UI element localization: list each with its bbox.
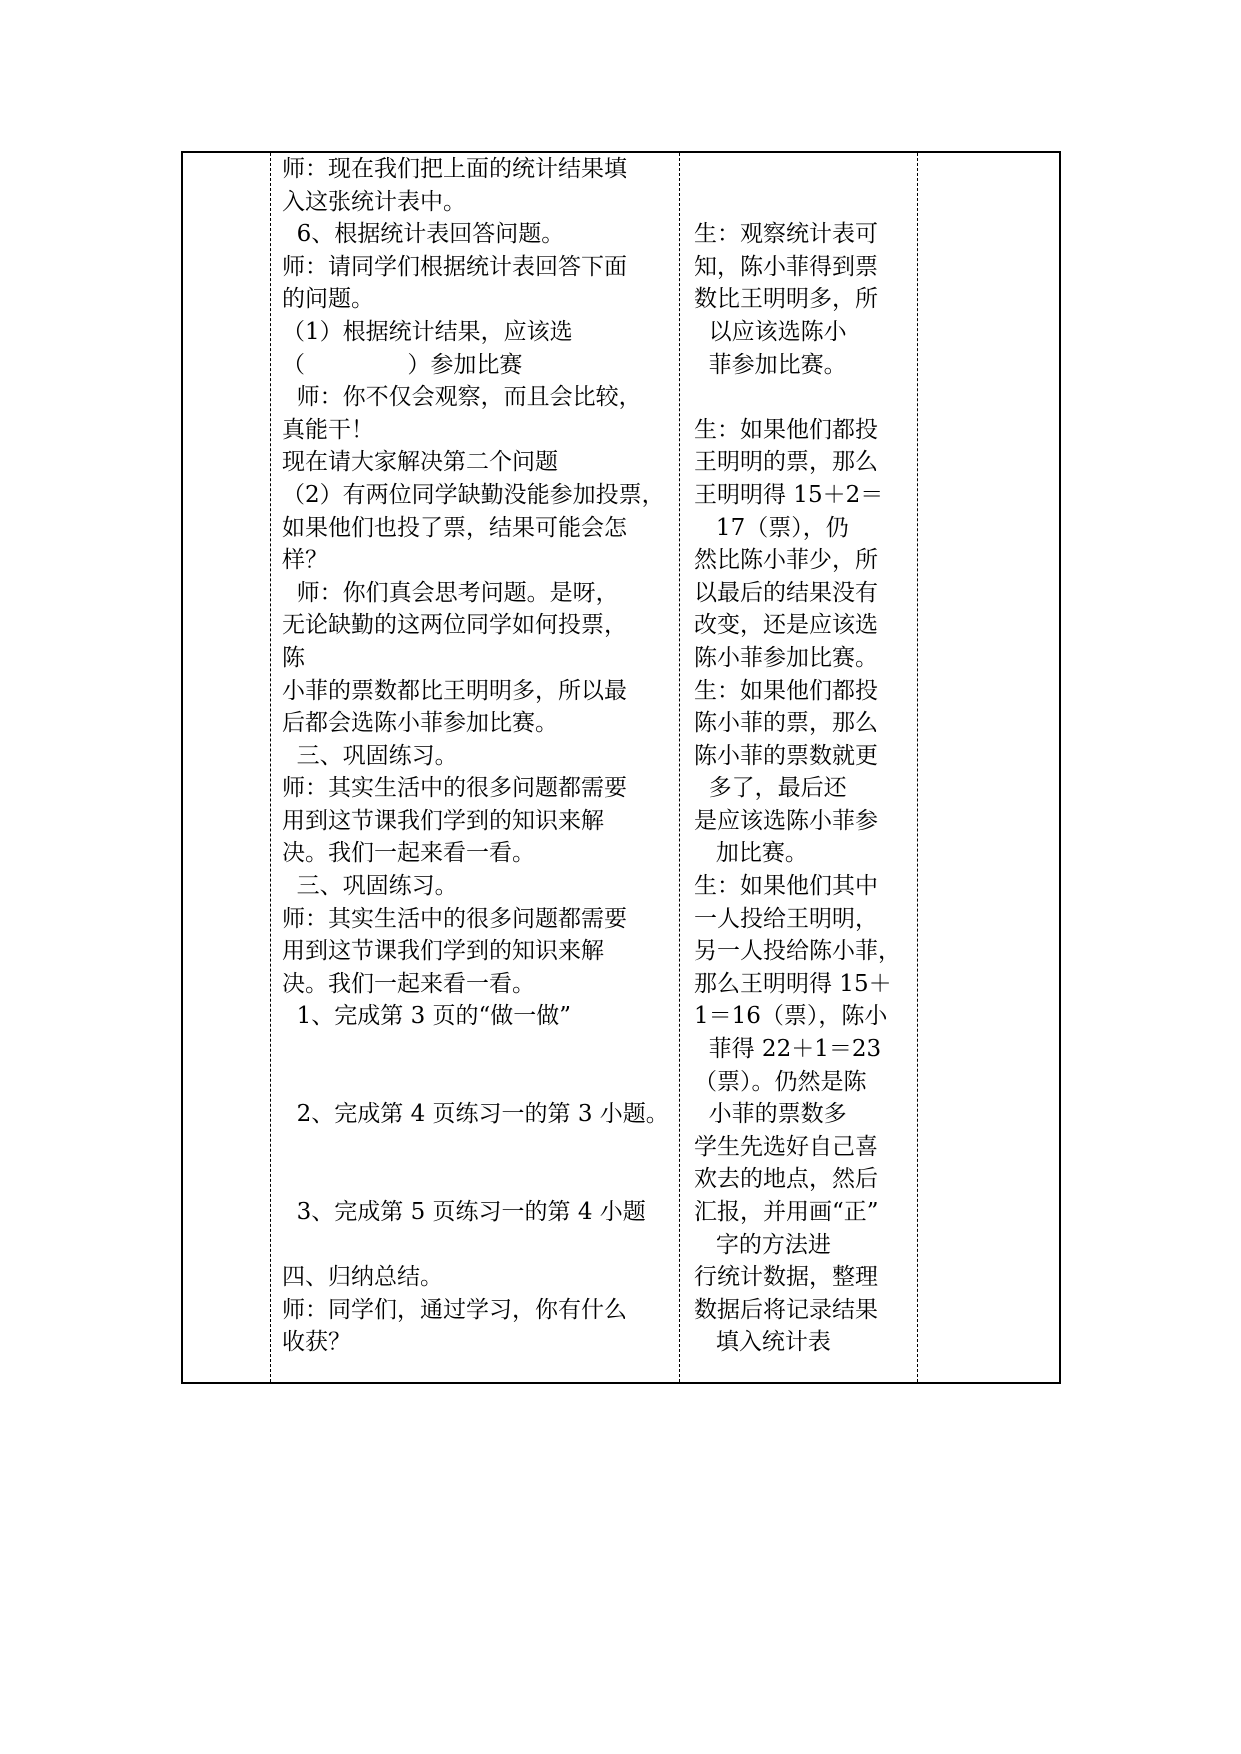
teacher-text-line: 如果他们也投了票，结果可能会怎 xyxy=(282,514,627,541)
teacher-text-line: 无论缺勤的这两位同学如何投票， xyxy=(282,612,627,639)
teacher-text-line: 真能干！ xyxy=(282,416,374,443)
student-text-line: 王明明得 15＋2＝ xyxy=(694,481,884,508)
student-text-line xyxy=(694,186,922,219)
student-text-line: 加比赛。 xyxy=(694,840,808,867)
lesson-plan-table xyxy=(181,151,1061,1384)
teacher-text-line xyxy=(282,1066,682,1099)
student-text-line: 生：观察统计表可 xyxy=(694,221,878,248)
student-text-line: 陈小菲的票，那么 xyxy=(694,710,878,737)
student-text-line: 另一人投给陈小菲， xyxy=(694,938,901,965)
student-text-line: 生：如果他们都投 xyxy=(694,416,878,443)
teacher-text-line: 小菲的票数都比王明明多，所以最 xyxy=(282,677,627,704)
student-text-line: 行统计数据，整理 xyxy=(694,1264,878,1291)
student-text-line: 17（票），仍 xyxy=(694,514,849,541)
student-text-line: 以最后的结果没有 xyxy=(694,579,878,606)
student-text-line: 陈小菲参加比赛。 xyxy=(694,644,878,671)
teacher-text-line xyxy=(282,1229,682,1262)
teacher-text-line: 的问题。 xyxy=(282,286,374,313)
student-text-line: 汇报，并用画“正” xyxy=(694,1199,879,1225)
teacher-text-line: 师：其实生活中的很多问题都需要 xyxy=(282,775,627,802)
teacher-text-line: 师：请同学们根据统计表回答下面 xyxy=(282,253,627,280)
teacher-text-line: 师：你们真会思考问题。是呀， xyxy=(282,579,619,606)
student-text-line: 那么王明明得 15＋ xyxy=(694,970,892,997)
teacher-text-line: 用到这节课我们学到的知识来解 xyxy=(282,807,604,834)
student-text-line: 生：如果他们都投 xyxy=(694,677,878,704)
teacher-text-line: 1、完成第 3 页的“做一做” xyxy=(282,1003,572,1030)
teacher-text-line: 3、完成第 5 页练习一的第 4 小题 xyxy=(282,1199,646,1225)
student-text-line: 知，陈小菲得到票 xyxy=(694,253,878,280)
student-text-line: 1＝16（票），陈小 xyxy=(694,1003,888,1030)
student-text-line: 字的方法进 xyxy=(694,1231,831,1258)
teacher-text-line xyxy=(282,1033,682,1066)
column-divider-1 xyxy=(270,153,271,1382)
teacher-text-line: 现在请大家解决第二个问题 xyxy=(282,449,558,476)
teacher-text-line: 决。我们一起来看一看。 xyxy=(282,840,535,867)
teacher-text-line: 样？ xyxy=(282,547,328,574)
teacher-text-line: 用到这节课我们学到的知识来解 xyxy=(282,938,604,965)
teacher-text-line: 师：现在我们把上面的统计结果填 xyxy=(282,156,627,182)
teacher-text-line: （2）有两位同学缺勤没能参加投票， xyxy=(282,481,665,508)
teacher-text-line: 陈 xyxy=(282,644,305,671)
student-text-line: 菲得 22＋1＝23 xyxy=(694,1036,882,1063)
student-text-line xyxy=(694,153,922,186)
teacher-text-line xyxy=(282,1163,682,1196)
teacher-text-line: 三、巩固练习。 xyxy=(282,742,458,769)
student-text-line: 陈小菲的票数就更 xyxy=(694,742,878,769)
teacher-text-line: 收获？ xyxy=(282,1329,351,1356)
student-text-line: 学生先选好自己喜 xyxy=(694,1133,878,1160)
student-text-line: 菲参加比赛。 xyxy=(694,351,847,378)
teacher-text-line: 6、根据统计表回答问题。 xyxy=(282,221,565,248)
student-text-line: 多了，最后还 xyxy=(694,775,847,802)
student-text-line: 然比陈小菲少，所 xyxy=(694,547,878,574)
teacher-text-line: （ ）参加比赛 xyxy=(282,351,523,378)
student-text-line: 欢去的地点，然后 xyxy=(694,1166,878,1193)
student-text-line: 以应该选陈小 xyxy=(694,318,847,345)
teacher-text-line xyxy=(282,1131,682,1164)
teacher-text-line: 入这张统计表中。 xyxy=(282,188,466,215)
teacher-text-line: 决。我们一起来看一看。 xyxy=(282,970,535,997)
student-text-line: 生：如果他们其中 xyxy=(694,873,878,900)
student-text-line: 填入统计表 xyxy=(694,1329,831,1356)
teacher-text-line: 师：其实生活中的很多问题都需要 xyxy=(282,905,627,932)
teacher-activity-column xyxy=(282,153,682,1359)
teacher-text-line: 师：你不仅会观察，而且会比较， xyxy=(282,384,642,411)
student-text-line: 王明明的票，那么 xyxy=(694,449,878,476)
student-text-line: 一人投给王明明， xyxy=(694,905,878,932)
student-text-line: （票）。仍然是陈 xyxy=(694,1068,867,1095)
student-text-line: 数比王明明多，所 xyxy=(694,286,878,313)
teacher-text-line: 后都会选陈小菲参加比赛。 xyxy=(282,710,558,737)
student-text-line: 改变，还是应该选 xyxy=(694,612,878,639)
teacher-text-line: （1）根据统计结果，应该选 xyxy=(282,318,573,345)
student-text-line xyxy=(694,381,922,414)
student-text-line: 是应该选陈小菲参 xyxy=(694,807,878,834)
student-text-line: 数据后将记录结果 xyxy=(694,1296,878,1323)
teacher-text-line: 2、完成第 4 页练习一的第 3 小题。 xyxy=(282,1101,669,1128)
teacher-text-line: 三、巩固练习。 xyxy=(282,873,458,900)
student-activity-column xyxy=(694,153,922,1359)
teacher-text-line: 四、归纳总结。 xyxy=(282,1264,443,1291)
student-text-line: 小菲的票数多 xyxy=(694,1101,847,1128)
teacher-text-line: 师：同学们，通过学习，你有什么 xyxy=(282,1296,627,1323)
